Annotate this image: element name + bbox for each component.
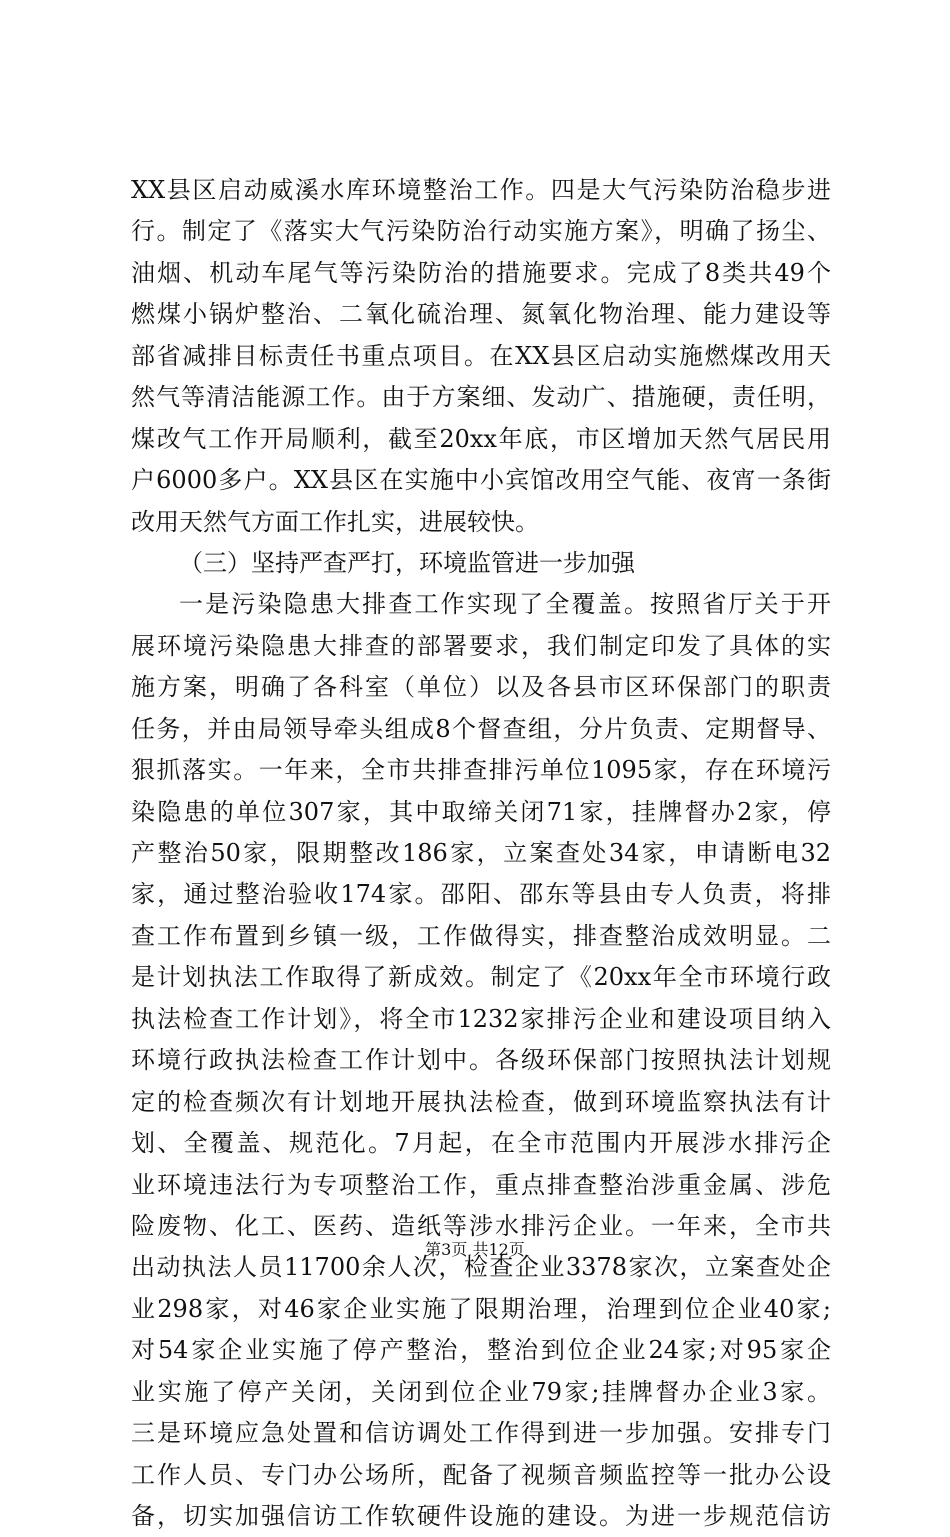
text-line: 环境行政执法检查工作计划中。各级环保部门按照执法计划规 — [131, 1046, 831, 1075]
section-heading: （三）坚持严查严打，环境监管进一步加强 — [179, 548, 635, 577]
text-line: 是计划执法工作取得了新成效。制定了《20xx年全市环境行政 — [131, 963, 831, 992]
text-line: 一是污染隐患大排查工作实现了全覆盖。按照省厅关于开 — [179, 590, 831, 619]
text-line: XX县区启动威溪水库环境整治工作。四是大气污染防治稳步进 — [131, 176, 831, 204]
body-text — [131, 170, 831, 1537]
text-line: 染隐患的单位307家，其中取缔关闭71家，挂牌督办2家，停 — [131, 797, 831, 826]
text-line: 产整治50家，限期整改186家，立案查处34家，申请断电32 — [131, 839, 831, 867]
text-line: 改用天然气方面工作扎实，进展较快。 — [131, 507, 539, 536]
text-line: 定的检查频次有计划地开展执法检查，做到环境监察执法有计 — [131, 1087, 831, 1116]
text-line: 业298家，对46家企业实施了限期治理，治理到位企业40家; — [131, 1294, 831, 1323]
text-line: 展环境污染隐患大排查的部署要求，我们制定印发了具体的实 — [131, 631, 831, 660]
text-line: 然气等清洁能源工作。由于方案细、发动广、措施硬，责任明， — [131, 383, 831, 412]
text-line: 行。制定了《落实大气污染防治行动实施方案》，明确了扬尘、 — [131, 217, 831, 246]
text-line: 三是环境应急处置和信访调处工作得到进一步加强。安排专门 — [131, 1419, 831, 1448]
text-line: 执法检查工作计划》，将全市1232家排污企业和建设项目纳入 — [131, 1004, 831, 1033]
text-line: 户6000多户。XX县区在实施中小宾馆改用空气能、夜宵一条街 — [131, 466, 831, 495]
text-line: 任务，并由局领导牵头组成8个督查组，分片负责、定期督导、 — [131, 714, 831, 743]
text-line: 部省减排目标责任书重点项目。在XX县区启动实施燃煤改用天 — [131, 341, 831, 370]
page-footer: 第3页 共12页 — [425, 1240, 525, 1259]
text-line: 出动执法人员11700余人次，检查企业3378家次，立案查处企 — [131, 1253, 831, 1282]
text-line: 业环境违法行为专项整治工作，重点排查整治涉重金属、涉危 — [131, 1170, 831, 1199]
text-line: 工作人员、专门办公场所，配备了视频音频监控等一批办公设 — [131, 1460, 831, 1489]
text-line: 查工作布置到乡镇一级，工作做得实，排查整治成效明显。二 — [131, 921, 831, 950]
text-line: 备，切实加强信访工作软硬件设施的建设。为进一步规范信访 — [131, 1502, 831, 1530]
text-line: 燃煤小锅炉整治、二氧化硫治理、氮氧化物治理、能力建设等 — [131, 300, 831, 329]
text-line: 狠抓落实。一年来，全市共排查排污单位1095家，存在环境污 — [131, 756, 831, 785]
text-line: 业实施了停产关闭，关闭到位企业79家;挂牌督办企业3家。 — [131, 1377, 831, 1406]
text-line: 家，通过整治验收174家。邵阳、邵东等县由专人负责，将排 — [131, 880, 831, 909]
text-line: 油烟、机动车尾气等污染防治的措施要求。完成了8类共49个 — [131, 258, 831, 287]
text-line: 险废物、化工、医药、造纸等涉水排污企业。一年来，全市共 — [131, 1211, 831, 1240]
text-line: 施方案，明确了各科室（单位）以及各县市区环保部门的职责 — [131, 673, 831, 702]
text-line: 对54家企业实施了停产整治，整治到位企业24家;对95家企 — [131, 1336, 831, 1365]
text-line: 划、全覆盖、规范化。7月起，在全市范围内开展涉水排污企 — [131, 1129, 831, 1158]
text-line: 煤改气工作开局顺利，截至20xx年底，市区增加天然气居民用 — [131, 424, 831, 453]
